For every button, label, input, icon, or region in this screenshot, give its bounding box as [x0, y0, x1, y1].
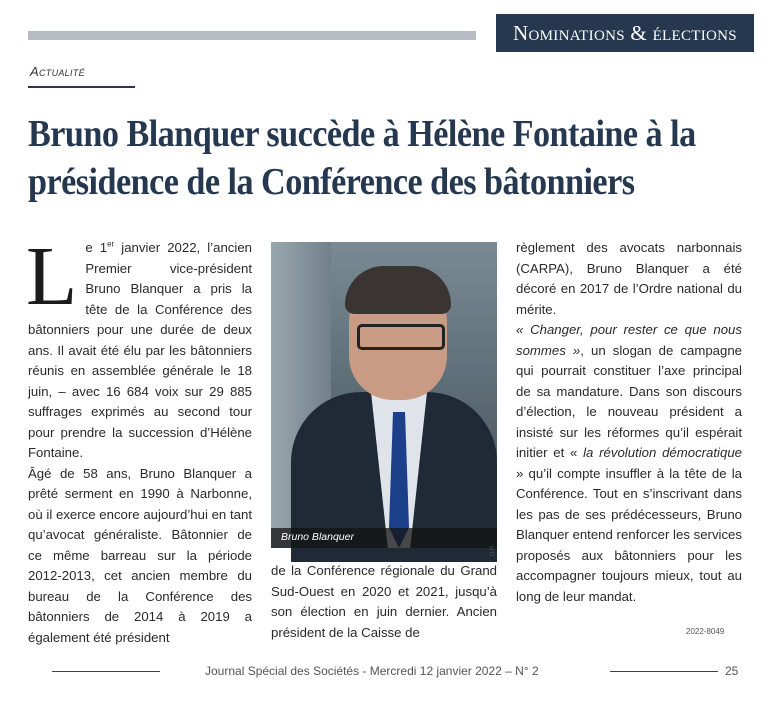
footer-rule-right	[610, 671, 718, 672]
footer-rule-left	[52, 671, 160, 672]
article-reference: 2022-8049	[686, 627, 725, 636]
portrait-photo	[271, 242, 497, 556]
article-column-2	[271, 561, 497, 643]
headline-line-2: présidence de la Conférence des bâtonniers	[28, 161, 635, 203]
intro-rest: janvier 2022, l’ancien Premier vice-président Bruno Blanquer a pris la tête de la Conférence des bâtonniers pour une durée de deux ans. Il avait été élu par les bâtonniers réunis en assemblée générale le 18 juin, – avec 16 684 voix sur 29 885 suffrages exprimés au second tour pour prendre la succession d’Hélène Fontaine.	[28, 240, 252, 460]
top-rule	[28, 31, 476, 40]
headline-line-1: Bruno Blanquer succède à Hélène Fontaine à la	[28, 113, 696, 155]
slogan-end: » qu’il compte insuffler à la tête de la Conférence. Tout en s’inscrivant dans les pas de ses prédécesseurs, Bruno Blanquer entend renforcer les services proposés aux bâtonniers pour les accompagner toujours mieux, tout au long de leur mandat.	[516, 465, 742, 604]
photo-hair	[345, 266, 451, 314]
slogan-rest: , un slogan de campagne qui pourrait constituer l’axe principal de sa mandature. Dans son discours d’élection, le nouveau président a insisté sur les réformes qu’il espérait initier et «	[516, 342, 743, 460]
photo-caption: Bruno Blanquer	[281, 531, 354, 543]
section-banner: Nominations & élections	[496, 14, 754, 52]
slogan-quote: « Changer, pour rester ce que nous sommes »	[516, 322, 742, 358]
photo-credit: D.R.	[490, 544, 496, 556]
revolution-quote: la révolution démocratique	[583, 445, 742, 460]
article-headline	[28, 110, 696, 206]
page-number: 25	[725, 664, 739, 678]
paragraph-biography: Âgé de 58 ans, Bruno Blanquer a prêté serment en 1990 à Narbonne, où il exerce encore aujourd’hui en tant qu’avocat généraliste. Bâtonnier de ce même barreau sur la période 2012-2013, cet ancien membre du bureau de la Conférence des bâtonniers de 2014 à 2019 a également été président	[28, 465, 252, 645]
paragraph-continued: de la Conférence régionale du Grand Sud-Ouest en 2020 et 2021, jusqu’à son élection en juin dernier. Ancien président de la Caisse de	[271, 563, 497, 640]
article-column-1	[26, 230, 252, 648]
footer-publication: Journal Spécial des Sociétés - Mercredi 12 janvier 2022 – N° 2	[205, 664, 539, 678]
intro-start: e 1	[85, 240, 108, 255]
category-label: Actualité	[30, 64, 85, 79]
paragraph-carpa: règlement des avocats narbonnais (CARPA), Bruno Blanquer a été décoré en 2017 de l’Ordre national du mérite.	[516, 240, 742, 317]
article-column-3	[516, 238, 742, 607]
category-rule	[28, 86, 135, 88]
paragraph-intro	[26, 230, 252, 464]
ordinal-sup: er	[107, 239, 115, 249]
paragraph-slogan	[516, 320, 742, 607]
dropcap: L	[26, 230, 78, 323]
photo-glasses	[357, 324, 445, 350]
